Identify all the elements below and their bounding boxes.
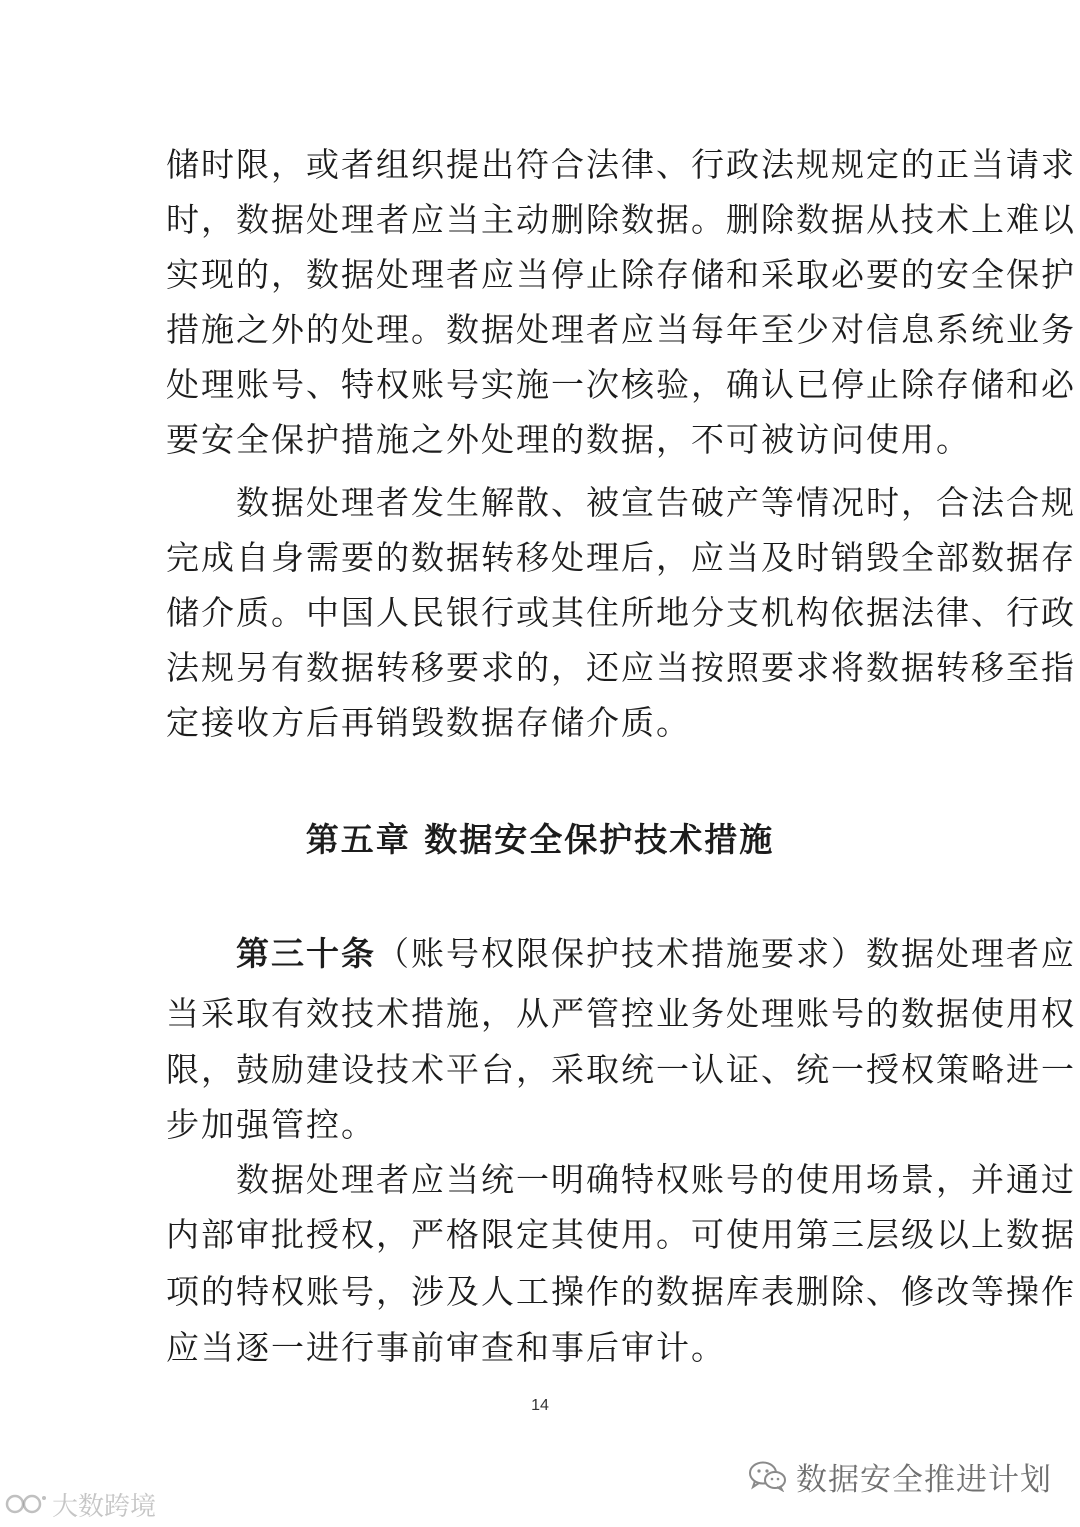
body-line: 应当逐一进行事前审查和事后审计。 bbox=[166, 1328, 726, 1367]
body-line: 限，鼓励建设技术平台，采取统一认证、统一授权策略进一 bbox=[166, 1050, 1076, 1089]
body-line: 处理账号、特权账号实施一次核验，确认已停止除存储和必 bbox=[166, 365, 1076, 404]
body-line: 储时限，或者组织提出符合法律、行政法规规定的正当请求 bbox=[166, 145, 1076, 184]
body-line: 完成自身需要的数据转移处理后，应当及时销毁全部数据存 bbox=[166, 538, 1076, 577]
body-line: 数据处理者发生解散、被宣告破产等情况时，合法合规 bbox=[166, 483, 1076, 522]
article-heading-rest: （账号权限保护技术措施要求）数据处理者应 bbox=[376, 934, 1076, 973]
page-number: 14 bbox=[531, 1397, 549, 1414]
watermark-brand-text: 大数跨境 bbox=[52, 1491, 157, 1522]
body-line: 当采取有效技术措施，从严管控业务处理账号的数据使用权 bbox=[166, 994, 1076, 1033]
brand-mark-icon bbox=[4, 1492, 48, 1516]
body-line: 法规另有数据转移要求的，还应当按照要求将数据转移至指 bbox=[166, 648, 1076, 687]
wechat-watermark bbox=[748, 1456, 1052, 1496]
watermark-text: 数据安全推进计划 bbox=[796, 1461, 1052, 1498]
body-line: 实现的，数据处理者应当停止除存储和采取必要的安全保护 bbox=[166, 255, 1076, 294]
body-line: 措施之外的处理。数据处理者应当每年至少对信息系统业务 bbox=[166, 310, 1076, 349]
body-line: 数据处理者应当统一明确特权账号的使用场景，并通过 bbox=[166, 1160, 1076, 1199]
body-line: 储介质。中国人民银行或其住所地分支机构依据法律、行政 bbox=[166, 593, 1076, 632]
body-line: 时，数据处理者应当主动删除数据。删除数据从技术上难以 bbox=[166, 200, 1076, 239]
article-first-line bbox=[166, 934, 1076, 974]
article-title: 第三十条 bbox=[166, 934, 376, 973]
body-line: 步加强管控。 bbox=[166, 1105, 376, 1144]
chapter-title: 第五章 数据安全保护技术措施 bbox=[305, 820, 775, 859]
brand-watermark bbox=[4, 1488, 156, 1520]
body-line: 内部审批授权，严格限定其使用。可使用第三层级以上数据 bbox=[166, 1215, 1076, 1254]
body-line: 项的特权账号，涉及人工操作的数据库表删除、修改等操作 bbox=[166, 1272, 1076, 1311]
body-line: 定接收方后再销毁数据存储介质。 bbox=[166, 703, 691, 742]
wechat-icon bbox=[748, 1460, 788, 1492]
body-line: 要安全保护措施之外处理的数据，不可被访问使用。 bbox=[166, 420, 971, 459]
